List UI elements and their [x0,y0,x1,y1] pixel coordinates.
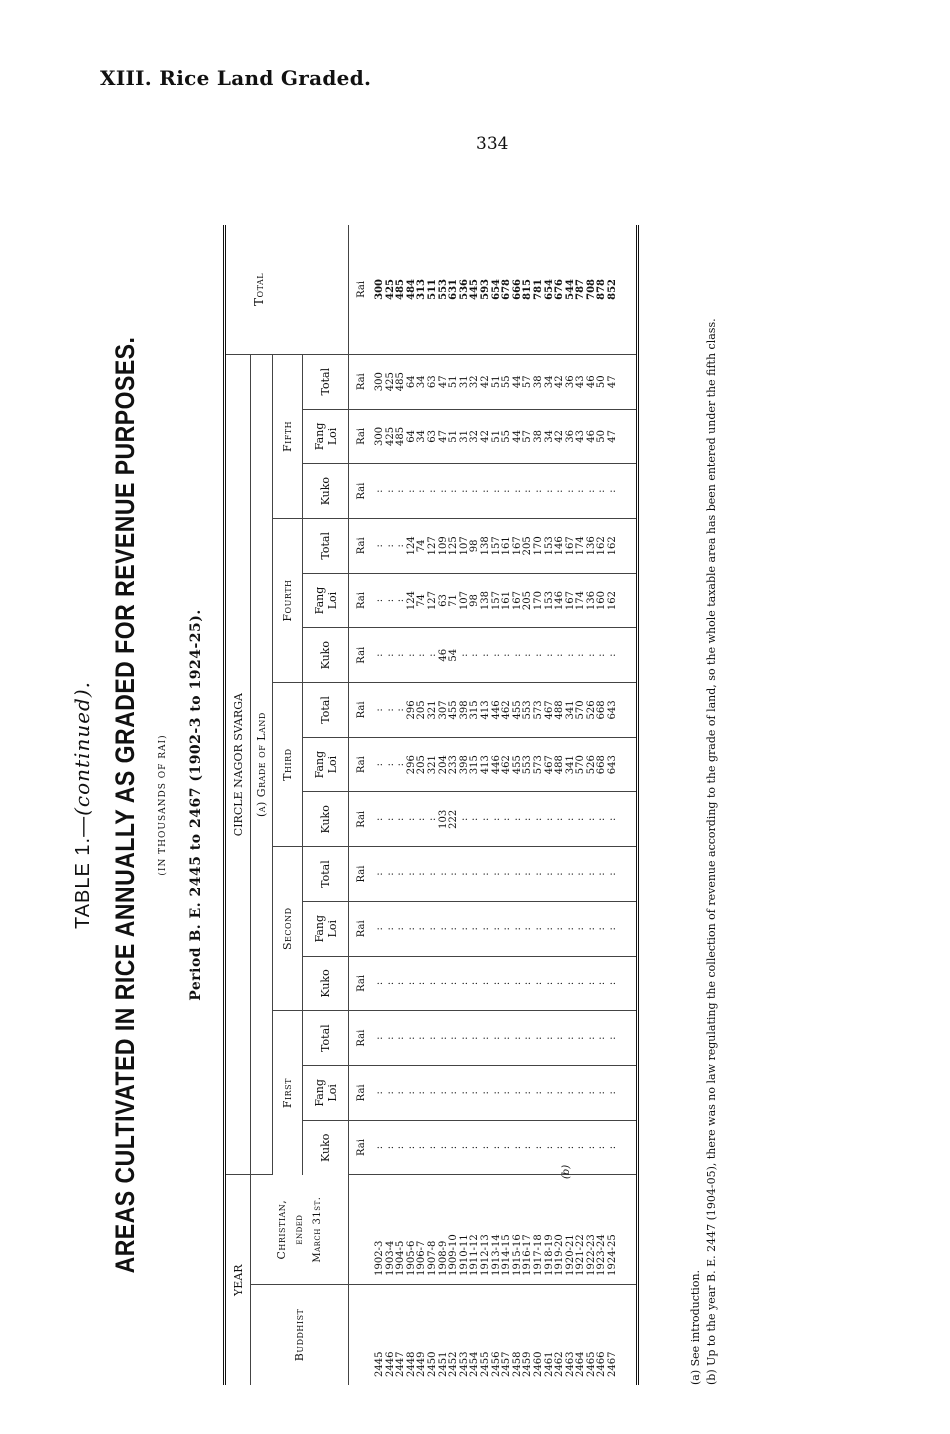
grand-total-values: 300 425 485 484 313 511 553 631 536 445 593 654 678 666 815 781 654 676 544 787 708 878 852 [375,225,637,354]
sub-total: Total [303,518,349,573]
sub-kuko: Kuko [303,628,349,683]
sub-fang-loi: Fang Loi [303,901,349,956]
grade-fourth: Fourth [273,518,303,682]
grade-third: Third [273,683,303,847]
first-total: : : : : : : : : : : : : : : : : : : : : : : : [375,1011,637,1066]
fourth-total: : : : 124 74 127 109 125 107 98 138 157 161 167 205 170 153 146 167 174 136 162 162 [375,518,637,573]
unit-label: Rai [349,901,376,956]
fourth-fang-loi: : : : 124 74 127 63 71 107 98 138 157 161 167 205 170 153 146 167 174 136 160 162 [375,573,637,628]
unit-label: Rai [349,354,376,409]
unit-label: Rai [349,847,376,902]
fifth-kuko: : : : : : : : : : : : : : : : : : : : : : : : [375,464,637,519]
col-buddhist: Buddhist [251,1284,349,1385]
sub-fang-loi: Fang Loi [303,737,349,792]
footnotes [688,318,720,1385]
table-continued: (continued). [70,680,94,816]
sub-total: Total [303,683,349,738]
fifth-fang-loi: 300 425 485 64 34 63 47 51 31 32 42 51 55 44 57 38 34 42 36 43 46 50 47 [375,409,637,464]
unit-label: Rai [349,1120,376,1175]
page-number: 334 [476,134,509,154]
unit-label: Rai [349,1011,376,1066]
sub-kuko: Kuko [303,956,349,1011]
unit-label: Rai [349,683,376,738]
footnote-b: (b) Up to the year B. E. 2447 (1904-05), there was no law regulating the collection of revenue according to the grade of land, so the whole taxable area has been entered under the fifth class. [705,318,718,1385]
col-christian-line3: March 31st. [311,1196,323,1263]
second-total: : : : : : : : : : : : : : : : : : : : : : : : [375,847,637,902]
rotated-table-block [70,225,730,1385]
table-title [70,225,95,1385]
fourth-kuko: : : : : : : 46 54 : : : : : : : : : : : : : : : [375,628,637,683]
footnote-a: (a) See introduction. [689,1269,702,1385]
unit-label: Rai [349,956,376,1011]
third-total: : : : 296 205 321 307 455 398 315 413 446 462 455 553 573 467 488 341 570 526 668 643 [375,683,637,738]
sub-kuko: Kuko [303,1120,349,1175]
table-number: 1.— [72,815,94,856]
buddhist-years: 2445 2446 2447 2448 2449 2450 2451 2452 2453 2454 2455 2456 2457 2458 2459 2460 2461 2462 2463 2464 2465 2466 2467 [374,1351,619,1377]
sub-kuko: Kuko [303,792,349,847]
table-title-word: TABLE [72,862,94,930]
unit-label: Rai [349,518,376,573]
sub-total: Total [303,354,349,409]
col-christian-line2: ended [293,1214,305,1245]
unit-label: Rai [349,409,376,464]
sub-fang-loi: Fang Loi [303,409,349,464]
note-b-marker: (b) [561,1164,572,1179]
sub-fang-loi: Fang Loi [303,573,349,628]
sub-kuko: Kuko [303,464,349,519]
col-year: YEAR [225,1175,251,1385]
col-christian [251,1175,349,1284]
section-header: XIII. Rice Land Graded. [100,66,372,90]
grade-fifth: Fifth [273,354,303,518]
unit-label: Rai [349,792,376,847]
sub-fang-loi: Fang Loi [303,1066,349,1121]
table-period: Period B. E. 2445 to 2467 (1902-3 to 1924-25). [188,609,204,1001]
unit-label: Rai [349,628,376,683]
unit-label: Rai [349,464,376,519]
col-christian-line1: Christian, [274,1199,288,1260]
rice-land-table [223,225,639,1385]
third-fang-loi: : : : 296 205 321 204 233 398 315 413 446 462 455 553 573 467 488 341 570 526 668 643 [375,737,637,792]
second-kuko: : : : : : : : : : : : : : : : : : : : : : : : [375,956,637,1011]
sub-total: Total [303,1011,349,1066]
sub-total: Total [303,847,349,902]
table-units: (IN THOUSANDS OF RAI) [158,734,168,876]
unit-label: Rai [349,737,376,792]
grade-first: First [273,1011,303,1175]
col-grade: (a) Grade of Land [251,354,273,1175]
table-subtitle: AREAS CULTIVATED IN RICE ANNUALLY AS GRADED FOR REVENUE PURPOSES. [109,336,140,1274]
christian-years: 1902-3 1903-4 1904-5 1905-6 1906-7 1907-8 1908-9 1909-10 1910-11 1911-12 1912-13 1913-14 1914-15 1915-16 1916-17 1917-18 1918-19 1919-20 1920-21 1921-22 1922-23 1923-24 1924-25 [375,1175,637,1284]
unit-label: Rai [349,225,376,354]
unit-row [349,225,376,1385]
third-kuko: : : : : : : 103 222 : : : : : : : : : : : : : : : [375,792,637,847]
first-kuko: : : : : : : : : : : : : : : : : : : : : : : : [375,1120,637,1175]
col-circle: CIRCLE NAGOR SVARGA [225,354,251,1175]
fifth-total: 300 425 485 64 34 63 47 51 31 32 42 51 55 44 57 38 34 42 36 43 46 50 47 [375,354,637,409]
unit-label: Rai [349,573,376,628]
unit-label: Rai [349,1066,376,1121]
grade-second: Second [273,847,303,1011]
first-fang-loi: : : : : : : : : : : : : : : : : : : : : : : : [375,1066,637,1121]
data-rows [375,225,637,1385]
col-grand-total: Total [225,225,349,354]
second-fang-loi: : : : : : : : : : : : : : : : : : : : : : : : [375,901,637,956]
